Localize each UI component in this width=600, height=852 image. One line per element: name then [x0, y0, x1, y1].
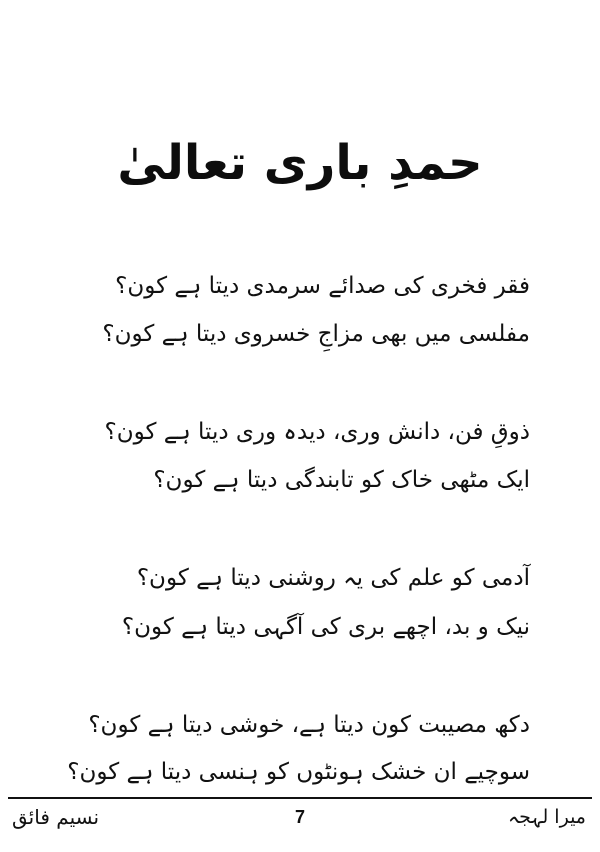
footer-divider — [8, 797, 592, 799]
verse-line-2: مفلسی میں بھی مزاجِ خسروی دیتا ہے کون؟ — [102, 321, 530, 347]
page-number: 7 — [294, 807, 305, 827]
verse-line-6: نیک و بد، اچھے بری کی آگہی دیتا ہے کون؟ — [121, 614, 530, 640]
verse-line-7: دکھ مصیبت کون دیتا ہے، خوشی دیتا ہے کون؟ — [88, 712, 530, 738]
verse-line-4: ایک مٹھی خاک کو تابندگی دیتا ہے کون؟ — [153, 467, 530, 493]
footer-book-title: میرا لہجہ — [507, 806, 586, 828]
verse-line-1: فقر فخری کی صدائے سرمدی دیتا ہے کون؟ — [115, 273, 530, 299]
page-title: حمدِ باری تعالیٰ — [117, 135, 483, 191]
verse-line-3: ذوقِ فن، دانش وری، دیدہ وری دیتا ہے کون؟ — [104, 419, 530, 445]
footer-author: نسیم فائق — [12, 805, 100, 829]
verse-line-5: آدمی کو علم کی یہ روشنی دیتا ہے کون؟ — [136, 565, 530, 591]
verse-line-8: سوچیے ان خشک ہونٹوں کو ہنسی دیتا ہے کون؟ — [67, 759, 530, 785]
